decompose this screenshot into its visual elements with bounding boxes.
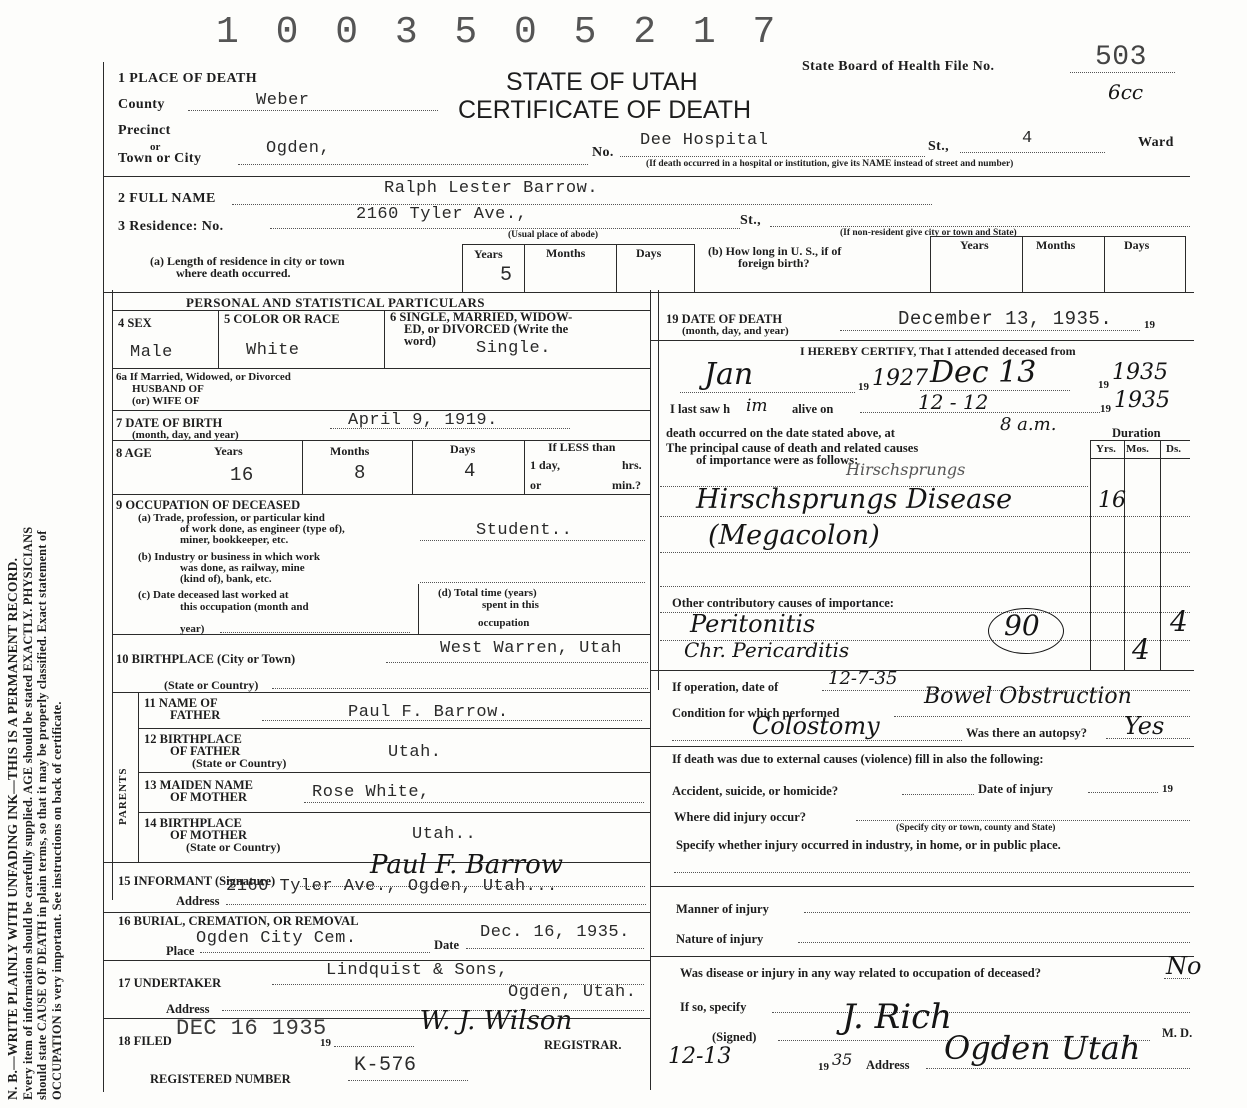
age-years-value: 16 — [230, 464, 254, 486]
res-days-header: Days — [636, 246, 662, 260]
file-no: 503 — [1095, 42, 1147, 73]
marital-value: Single. — [476, 339, 551, 358]
burial-place-value: Ogden City Cem. — [196, 929, 357, 948]
dob-label: 7 DATE OF BIRTH — [116, 416, 223, 430]
where-injury-label: Where did injury occur? — [674, 810, 807, 824]
res-st-label: St., — [740, 213, 762, 228]
occ-b3: (kind of), bank, etc. — [180, 573, 272, 585]
age-days-value: 4 — [464, 460, 476, 482]
occ-c2: this occupation (month and — [180, 601, 309, 613]
mother-bp-label-3: (State or Country) — [186, 840, 281, 854]
filed-label: 18 FILED — [118, 1034, 172, 1048]
accident-label: Accident, suicide, or homicide? — [672, 784, 839, 798]
condition-value: Bowel Obstruction — [924, 684, 1132, 709]
signed-label: (Signed) — [712, 1030, 757, 1044]
registrar-signature: W. J. Wilson — [420, 1006, 573, 1036]
occupation-label: 9 OCCUPATION OF DECEASED — [116, 498, 301, 512]
marital-label: 6 SINGLE, MARRIED, WIDOW- — [390, 310, 573, 324]
contrib-1-code: 90 — [1004, 609, 1040, 642]
occ-a2: of work done, as engineer (type of), — [180, 523, 345, 535]
signed-yr: 35 — [832, 1050, 853, 1069]
burial-place-label: Place — [166, 944, 195, 958]
date-injury-label: Date of injury — [978, 782, 1053, 796]
filed-date-value: DEC 16 1935 — [176, 1016, 327, 1041]
spouse-label-3: (or) WIFE OF — [132, 395, 200, 407]
occ-b2: was done, as railway, mine — [180, 562, 305, 574]
physician-address-label: Address — [866, 1058, 910, 1072]
attended-from-yr: 1927 — [872, 366, 928, 391]
mother-bp-label-2: OF MOTHER — [170, 828, 247, 842]
alive-19: 19 — [1100, 403, 1111, 415]
birthplace-value: West Warren, Utah — [440, 639, 622, 658]
mother-value: Rose White, — [312, 783, 430, 802]
alive-yr: 1935 — [1114, 388, 1170, 413]
md-label: M. D. — [1162, 1026, 1193, 1040]
spouse-label: 6a If Married, Widowed, or Divorced — [116, 371, 291, 383]
dod-label-2: (month, day, and year) — [682, 325, 789, 337]
certificate-title: CERTIFICATE OF DEATH — [458, 96, 752, 124]
alive-on-label: alive on — [792, 402, 834, 416]
undertaker-label: 17 UNDERTAKER — [118, 976, 222, 990]
occ-d: (d) Total time (years) — [438, 587, 537, 599]
color-value: White — [246, 341, 300, 360]
filed-19-label: 19 — [320, 1037, 331, 1049]
foreign-years-header: Years — [960, 238, 989, 252]
min-label: min.? — [612, 478, 642, 492]
cause-2: (Megacolon) — [708, 520, 880, 551]
full-name-value: Ralph Lester Barrow. — [384, 179, 599, 198]
file-no-label: State Board of Health File No. — [802, 59, 995, 74]
condition-label: Condition for which performed — [672, 706, 840, 720]
external-label: If death was due to external causes (violence) fill in also the following: — [672, 752, 1044, 766]
length-residence-label: (a) Length of residence in city or town — [150, 254, 345, 268]
city-value: Ogden, — [266, 139, 331, 158]
ds-header: Ds. — [1166, 443, 1181, 455]
burial-label: 16 BURIAL, CREMATION, OR REMOVAL — [118, 914, 359, 928]
if-so-label: If so, specify — [680, 1000, 747, 1014]
specify-city-note: (Specify city or town, county and State) — [896, 823, 1056, 833]
attended-to: Dec 13 — [930, 355, 1037, 390]
usual-abode-note: (Usual place of abode) — [508, 230, 598, 240]
foreign-days-header: Days — [1124, 238, 1150, 252]
foreign-months-header: Months — [1036, 238, 1076, 252]
father-bp-value: Utah. — [388, 743, 442, 762]
related-value: No — [1166, 952, 1202, 980]
dod-19-label: 19 — [1144, 319, 1155, 331]
sex-value: Male — [130, 343, 173, 362]
operation-label: If operation, date of — [672, 680, 779, 694]
contrib-label: Other contributory causes of importance: — [672, 596, 894, 610]
ward-value: 4 — [1022, 129, 1033, 148]
age-months-value: 8 — [354, 462, 366, 484]
ward-label: Ward — [1138, 135, 1174, 150]
sidebar-line-3: should state CAUSE OF DEATH in plain terms, so that it may be properly classified. Exact statement of — [35, 530, 49, 1100]
residence-value: 2160 Tyler Ave., — [356, 205, 528, 224]
last-saw-label: I last saw h — [670, 402, 731, 416]
informant-label: 15 INFORMANT (Signature) — [118, 874, 276, 888]
informant-address-label: Address — [176, 894, 220, 908]
attended-to-19: 19 — [1098, 379, 1109, 391]
county-value: Weber — [256, 91, 310, 110]
informant-address-value: 2160 Tyler Ave., Ogden, Utah... — [226, 877, 558, 896]
foreign-label: (b) How long in U. S., if of — [708, 244, 842, 258]
duration-label: Duration — [1112, 426, 1161, 440]
county-label: County — [118, 97, 165, 112]
color-label: 5 COLOR OR RACE — [224, 312, 340, 326]
full-name-label: 2 FULL NAME — [118, 191, 216, 206]
date-of-death-value: December 13, 1935. — [898, 308, 1113, 330]
specify-whether-label: Specify whether injury occurred in industry, in home, or in public place. — [676, 838, 1061, 852]
marital-label-2: ED, or DIVORCED (Write the — [404, 322, 569, 336]
residence-label: 3 Residence: No. — [118, 219, 224, 234]
age-years-header: Years — [214, 444, 243, 458]
foreign-label-2: foreign birth? — [738, 256, 810, 270]
date-injury-19: 19 — [1162, 783, 1173, 795]
mother-name-label-2: OF MOTHER — [170, 790, 247, 804]
operation-value: Colostomy — [752, 712, 880, 740]
importance-label: of importance were as follows: — [696, 453, 859, 467]
one-day-label: 1 day, — [530, 458, 561, 472]
operation-date: 12-7-35 — [828, 668, 898, 689]
father-bp-label-2: OF FATHER — [170, 744, 241, 758]
last-saw-value: im — [746, 396, 768, 416]
less-than-label: If LESS than — [548, 440, 616, 454]
sidebar-line-2: Every item of information should be carefully supplied. AGE should be stated EXACTLY. PHYSICIANS — [20, 526, 35, 1100]
precinct-label: Precinct — [118, 123, 171, 138]
registrar-label: REGISTRAR. — [544, 1038, 622, 1052]
date-of-death-label: 19 DATE OF DEATH — [666, 312, 783, 326]
burial-date-value: Dec. 16, 1935. — [480, 923, 630, 942]
mother-bp-value: Utah.. — [412, 825, 477, 844]
cause-1: Hirschsprungs Disease — [696, 484, 1013, 515]
undertaker-value: Lindquist & Sons, — [326, 961, 508, 980]
occ-d3: occupation — [478, 617, 530, 629]
personal-header: PERSONAL AND STATISTICAL PARTICULARS — [186, 295, 485, 310]
marital-label-3: word) — [404, 334, 436, 348]
burial-date-label: Date — [434, 938, 459, 952]
certificate-number: 1 0 0 3 5 0 5 2 1 7 — [216, 11, 783, 54]
dob-value: April 9, 1919. — [348, 411, 498, 430]
birthplace-label: 10 BIRTHPLACE (City or Town) — [116, 652, 296, 666]
age-months-header: Months — [330, 444, 370, 458]
hospital-value: Dee Hospital — [640, 131, 769, 150]
death-time: 8 a.m. — [1000, 414, 1057, 435]
sidebar-line-1: N. B.—WRITE PLAINLY WITH UNFADING INK—THIS IS A PERMANENT RECORD. — [5, 557, 20, 1100]
father-bp-label: 12 BIRTHPLACE — [144, 732, 242, 746]
mother-bp-label: 14 BIRTHPLACE — [144, 816, 242, 830]
contrib-2-mos: 4 — [1132, 633, 1150, 666]
contrib-1: Peritonitis — [690, 610, 816, 638]
or-min-label: or — [530, 478, 542, 492]
sidebar-line-4: OCCUPATION is very important. See instructions on back of certificate. — [49, 701, 64, 1100]
contrib-1-ds: 4 — [1170, 605, 1188, 638]
age-label: 8 AGE — [116, 446, 152, 460]
signed-19: 19 — [818, 1061, 829, 1073]
reg-number-value: K-576 — [354, 1054, 417, 1077]
attended-from-19: 19 — [858, 381, 869, 393]
hrs-label: hrs. — [622, 458, 642, 472]
yrs-header: Yrs. — [1096, 443, 1116, 455]
occ-a: (a) Trade, profession, or particular kind — [138, 512, 325, 524]
death-occurred-label: death occurred on the date stated above, at — [666, 426, 895, 440]
reg-number-label: REGISTERED NUMBER — [150, 1072, 291, 1086]
contrib-2: Chr. Pericarditis — [684, 638, 850, 662]
father-value: Paul F. Barrow. — [348, 703, 509, 722]
cause-scribble: Hirschsprungs — [846, 460, 966, 479]
length-residence-label-2: where death occurred. — [176, 266, 291, 280]
related-label: Was disease or injury in any way related to occupation of deceased? — [680, 966, 1041, 980]
father-name-label-2: FATHER — [170, 708, 221, 722]
birthplace-state-label: (State or Country) — [164, 678, 259, 692]
autopsy-label: Was there an autopsy? — [966, 726, 1087, 740]
res-years-header: Years — [474, 247, 503, 261]
parents-label: PARENTS — [117, 767, 129, 825]
town-city-label: Town or City — [118, 151, 202, 166]
occ-c3: year) — [180, 623, 205, 635]
age-days-header: Days — [450, 442, 476, 456]
physician-signature: J. Rich — [842, 997, 953, 1037]
sex-label: 4 SEX — [118, 316, 152, 330]
sidebar-instructions — [6, 20, 64, 1100]
cause-1-yrs: 16 — [1098, 488, 1126, 513]
signed-date: 12-13 — [668, 1044, 732, 1069]
mos-header: Mos. — [1126, 443, 1149, 455]
certify-label: I HEREBY CERTIFY, That I attended deceased from — [800, 344, 1076, 358]
occ-c: (c) Date deceased last worked at — [138, 589, 289, 601]
nature-label: Nature of injury — [676, 932, 764, 946]
alive-on-value: 12 - 12 — [918, 390, 989, 414]
or-label: or — [150, 141, 161, 153]
nonresident-note: (If non-resident give city or town and State) — [840, 228, 1017, 238]
occ-b: (b) Industry or business in which work — [138, 551, 320, 563]
attended-to-yr: 1935 — [1112, 360, 1168, 385]
father-bp-label-3: (State or Country) — [192, 756, 287, 770]
state-title: STATE OF UTAH — [506, 68, 698, 96]
place-of-death-label: 1 PLACE OF DEATH — [118, 71, 258, 86]
occ-d2: spent in this — [482, 599, 539, 611]
no-label: No. — [592, 145, 614, 160]
manner-label: Manner of injury — [676, 902, 769, 916]
res-years-value: 5 — [500, 264, 513, 287]
occupation-value: Student.. — [476, 521, 573, 540]
file-note: 6cc — [1108, 80, 1144, 104]
physician-address: Ogden Utah — [944, 1029, 1141, 1067]
hospital-note: (If death occurred in a hospital or institution, give its NAME instead of street and number) — [646, 159, 1014, 169]
undertaker-address-value: Ogden, Utah. — [508, 983, 637, 1002]
undertaker-address-label: Address — [166, 1002, 210, 1016]
mother-name-label: 13 MAIDEN NAME — [144, 778, 254, 792]
autopsy-value: Yes — [1124, 712, 1165, 740]
attended-from: Jan — [704, 357, 754, 392]
dob-label-2: (month, day, and year) — [132, 429, 239, 441]
occ-a3: miner, bookkeeper, etc. — [180, 534, 289, 546]
informant-signature: Paul F. Barrow — [370, 850, 564, 880]
father-name-label: 11 NAME OF — [144, 696, 218, 710]
res-months-header: Months — [546, 246, 586, 260]
st-label: St., — [928, 139, 950, 154]
principal-label: The principal cause of death and related causes — [666, 441, 919, 455]
spouse-label-2: HUSBAND OF — [132, 383, 204, 395]
